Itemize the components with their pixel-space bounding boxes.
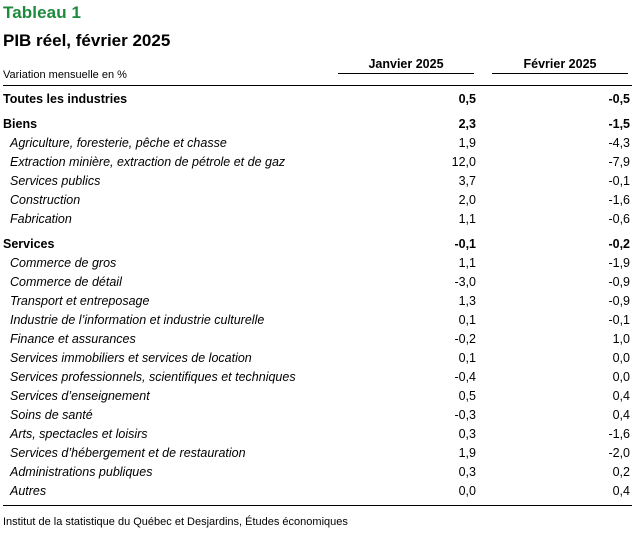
value-february: 0,0 [612, 370, 630, 384]
value-january: 0,3 [458, 465, 476, 479]
table-row [0, 351, 638, 369]
value-february: -2,0 [608, 446, 630, 460]
value-february: -0,1 [608, 174, 630, 188]
value-january: 0,3 [458, 427, 476, 441]
row-label: Autres [10, 484, 47, 498]
table-row [0, 389, 638, 407]
value-january: 2,3 [458, 117, 476, 131]
value-february: 0,0 [612, 351, 630, 365]
column-header-underline [492, 73, 628, 74]
value-january: 1,9 [458, 136, 476, 150]
row-label: Agriculture, foresterie, pêche et chasse [10, 136, 227, 150]
table-row [0, 136, 638, 154]
row-label: Services d’hébergement et de restauration [10, 446, 246, 460]
value-january: -0,1 [454, 237, 476, 251]
row-label: Commerce de gros [10, 256, 117, 270]
row-label: Finance et assurances [10, 332, 136, 346]
value-january: 1,3 [458, 294, 476, 308]
row-label: Toutes les industries [3, 92, 128, 106]
section-row [0, 237, 638, 255]
value-january: 0,1 [458, 351, 476, 365]
footer-rule [3, 505, 632, 506]
table-row [0, 332, 638, 350]
value-february: -4,3 [608, 136, 630, 150]
table-row [0, 427, 638, 445]
row-label: Industrie de l’information et industrie culturelle [10, 313, 265, 327]
value-february: -0,6 [608, 212, 630, 226]
table-title: PIB réel, février 2025 [3, 31, 171, 50]
value-january: 0,0 [458, 484, 476, 498]
value-january: 0,5 [458, 389, 476, 403]
row-label: Commerce de détail [10, 275, 122, 289]
row-label: Extraction minière, extraction de pétrole et de gaz [10, 155, 286, 169]
value-february: -1,6 [608, 427, 630, 441]
row-label: Arts, spectacles et loisirs [10, 427, 148, 441]
value-january: 3,7 [458, 174, 476, 188]
row-label: Construction [10, 193, 81, 207]
value-february: -1,5 [608, 117, 630, 131]
column-header-february: Février 2025 [523, 57, 597, 71]
section-row [0, 92, 638, 110]
value-february: 1,0 [612, 332, 630, 346]
table-row [0, 256, 638, 274]
row-label: Services [3, 237, 55, 251]
row-label: Services immobiliers et services de location [10, 351, 252, 365]
row-label: Biens [3, 117, 38, 131]
section-row [0, 117, 638, 135]
table-row [0, 155, 638, 173]
table-row [0, 174, 638, 192]
table-row [0, 294, 638, 312]
table-row [0, 446, 638, 464]
value-february: -1,9 [608, 256, 630, 270]
value-february: 0,4 [612, 484, 630, 498]
table-row [0, 212, 638, 230]
value-january: 1,1 [458, 212, 476, 226]
value-february: -0,9 [608, 275, 630, 289]
row-label: Soins de santé [10, 408, 93, 422]
value-january: 2,0 [458, 193, 476, 207]
table-row [0, 370, 638, 388]
table-row [0, 193, 638, 211]
value-february: -0,9 [608, 294, 630, 308]
table-row [0, 408, 638, 426]
row-label: Administrations publiques [10, 465, 153, 479]
value-february: 0,4 [612, 389, 630, 403]
value-february: -7,9 [608, 155, 630, 169]
value-february: 0,4 [612, 408, 630, 422]
value-february: -0,5 [608, 92, 630, 106]
value-february: -1,6 [608, 193, 630, 207]
row-label: Services publics [10, 174, 101, 188]
value-february: 0,2 [612, 465, 630, 479]
row-label: Services professionnels, scientifiques et techniques [10, 370, 296, 384]
value-january: 1,9 [458, 446, 476, 460]
table-row [0, 465, 638, 483]
table-unit-label: Variation mensuelle en % [3, 69, 127, 81]
value-january: 12,0 [451, 155, 476, 169]
table-row [0, 275, 638, 293]
value-february: -0,2 [608, 237, 630, 251]
header-rule [3, 85, 632, 86]
row-label: Services d’enseignement [10, 389, 150, 403]
value-january: 0,5 [458, 92, 476, 106]
row-label: Fabrication [10, 212, 72, 226]
table-row [0, 313, 638, 331]
value-january: -3,0 [454, 275, 476, 289]
column-header-underline [338, 73, 474, 74]
value-january: 0,1 [458, 313, 476, 327]
value-january: 1,1 [458, 256, 476, 270]
value-january: -0,4 [454, 370, 476, 384]
source-note: Institut de la statistique du Québec et Desjardins, Études économiques [3, 516, 348, 528]
row-label: Transport et entreposage [10, 294, 150, 308]
value-january: -0,2 [454, 332, 476, 346]
value-january: -0,3 [454, 408, 476, 422]
column-header-january: Janvier 2025 [368, 57, 444, 71]
table-row [0, 484, 638, 502]
value-february: -0,1 [608, 313, 630, 327]
table-number: Tableau 1 [3, 3, 82, 22]
